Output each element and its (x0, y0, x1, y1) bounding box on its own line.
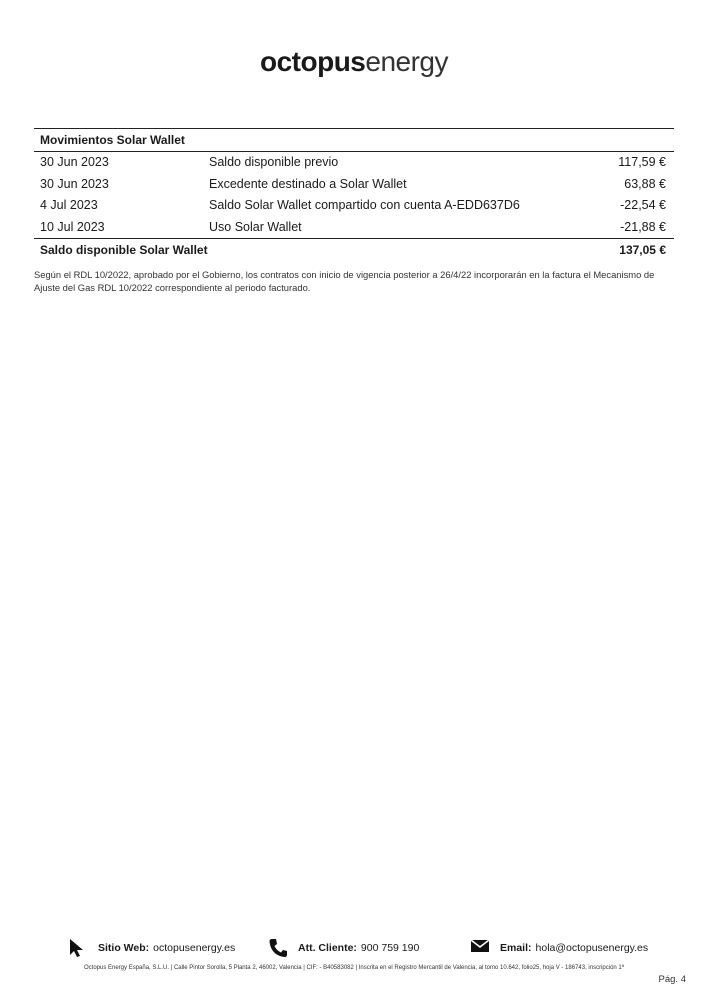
footer-contacts (0, 938, 708, 962)
row-description: Saldo disponible previo (209, 155, 339, 169)
total-row (34, 238, 674, 261)
footer-email[interactable] (470, 938, 648, 958)
legal-text: Octopus Energy España, S.L.U. | Calle Pintor Sorolla, 5 Planta 2, 46002, Valencia | CIF: - B40583082 | Inscrita en el Registro Mercantil de Valencia, al tomo 10.642, folio25, hoja V - 186743, inscripción 1ª (84, 965, 624, 971)
email-value[interactable]: hola@octopusenergy.es (535, 942, 649, 954)
footer-web[interactable] (68, 938, 235, 958)
table-row (34, 195, 674, 217)
solar-wallet-table (34, 128, 674, 261)
cursor-icon (68, 938, 90, 958)
web-label: Sitio Web: (98, 942, 150, 954)
row-description: Excedente destinado a Solar Wallet (209, 176, 407, 191)
mail-icon (470, 938, 492, 958)
row-date: 30 Jun 2023 (40, 176, 109, 191)
email-label: Email: (500, 942, 532, 954)
phone-icon (268, 938, 290, 958)
legal-note: Según el RDL 10/2022, aprobado por el Gobierno, los contratos con inicio de vigencia posterior a 26/4/22 incorporarán en la factura el Mecanismo de Ajuste del Gas RDL 10/2022 correspondiente al periodo facturado. (34, 269, 655, 293)
row-amount: 63,88 € (624, 176, 666, 191)
table-row (34, 217, 674, 239)
row-description: Uso Solar Wallet (209, 219, 302, 234)
row-date: 10 Jul 2023 (40, 219, 105, 234)
phone-value[interactable]: 900 759 190 (360, 942, 420, 954)
table-row (34, 174, 674, 196)
logo-bold-text: octopus (259, 46, 366, 77)
row-date: 30 Jun 2023 (40, 155, 109, 169)
total-label: Saldo disponible Solar Wallet (40, 243, 208, 257)
phone-label: Att. Cliente: (298, 942, 357, 954)
row-amount: 117,59 € (618, 155, 666, 169)
row-amount: -21,88 € (620, 219, 666, 234)
table-row (34, 152, 674, 174)
footer-phone[interactable] (268, 938, 419, 958)
web-value[interactable]: octopusenergy.es (153, 942, 236, 954)
row-date: 4 Jul 2023 (40, 198, 98, 212)
total-amount: 137,05 € (619, 243, 666, 257)
row-amount: -22,54 € (620, 198, 666, 212)
row-description: Saldo Solar Wallet compartido con cuenta A-EDD637D6 (209, 198, 520, 212)
page-number: Pág. 4 (658, 974, 686, 985)
brand-logo (0, 46, 708, 78)
logo-light-text: energy (365, 46, 448, 77)
table-title: Movimientos Solar Wallet (34, 128, 674, 152)
